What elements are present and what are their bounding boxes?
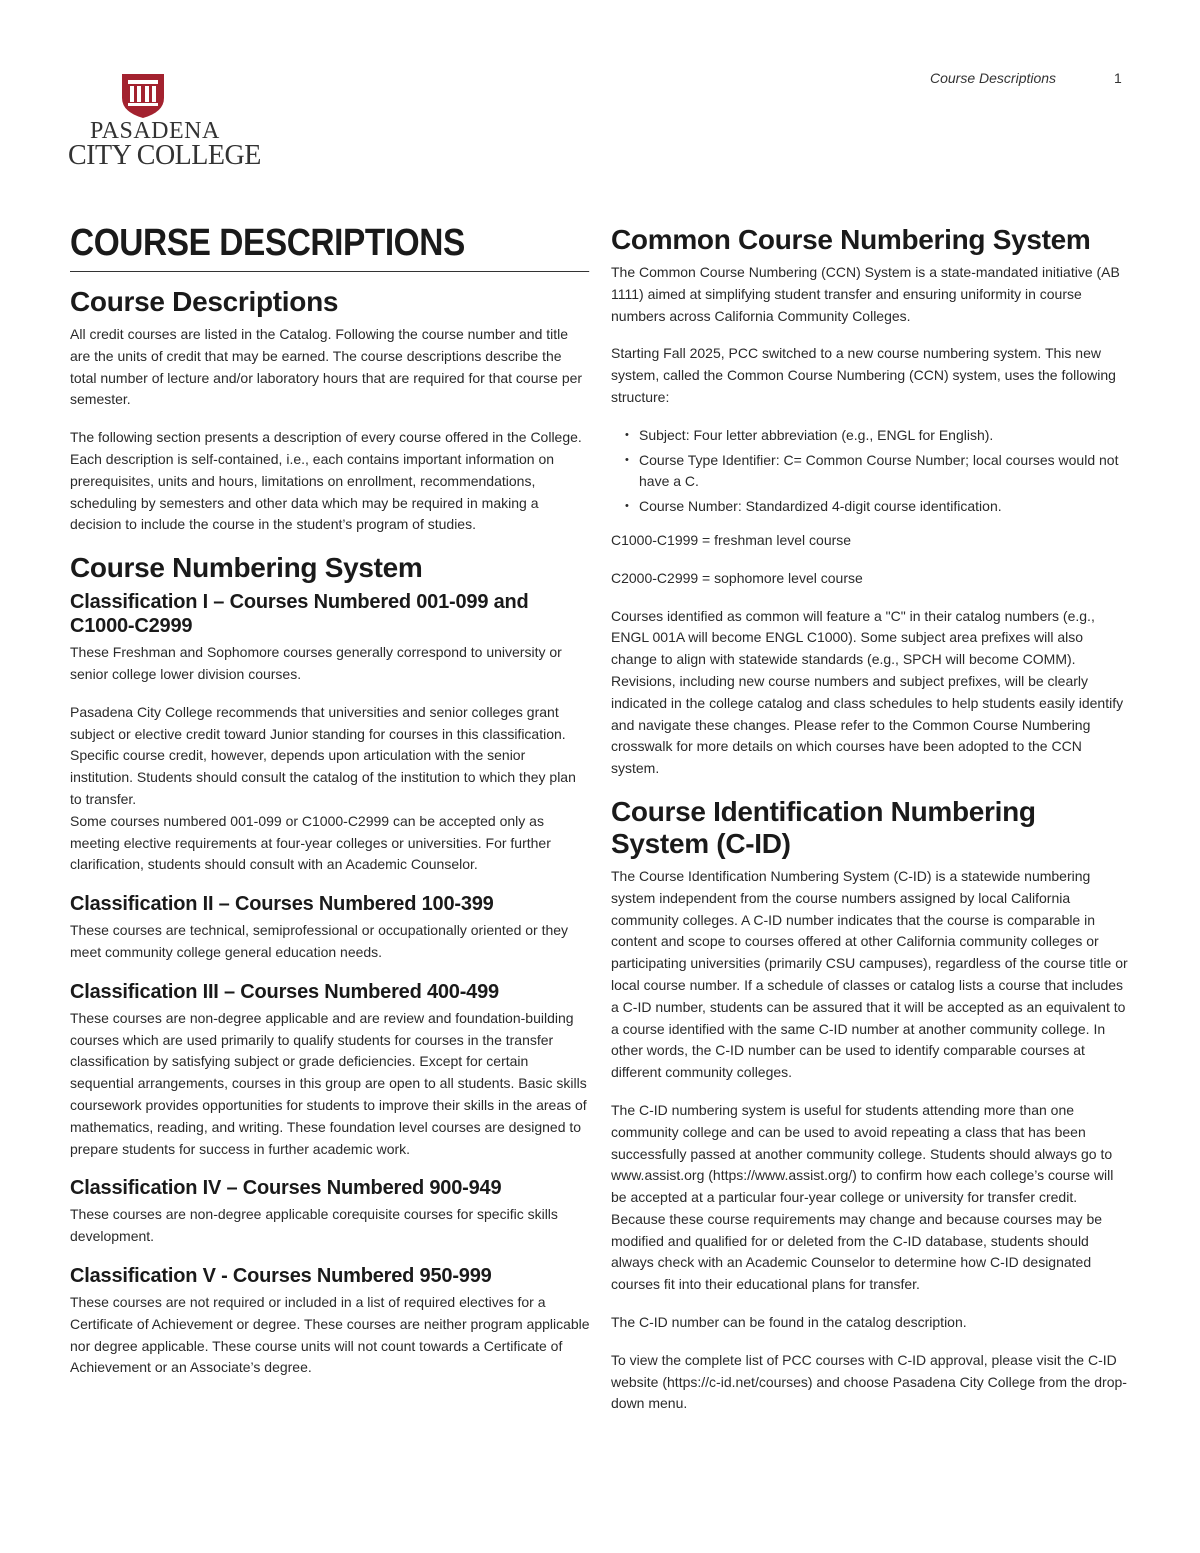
paragraph: C1000-C1999 = freshman level course	[611, 531, 852, 548]
paragraph: Some courses numbered 001-099 or C1000-C2999 can be accepted only as meeting elective requirements at four-year colleges or universities. For further clarification, students should consult with an Academic Counselor.	[70, 812, 551, 873]
heading-classification-2: Classification II – Courses Numbered 100-399	[70, 893, 494, 916]
paragraph: Starting Fall 2025, PCC switched to a new course numbering system. This new system, called the Common Course Numbering (CCN) system, uses the following structure:	[611, 345, 1116, 405]
paragraph: These courses are non-degree applicable corequisite courses for specific skills development.	[70, 1206, 558, 1245]
heading-classification-5: Classification V - Courses Numbered 950-999	[70, 1264, 492, 1287]
paragraph: These courses are technical, semiprofessional or occupationally oriented or they meet community college general education needs.	[70, 922, 569, 960]
paragraph: The C-ID number can be found in the catalog description.	[611, 1314, 967, 1331]
logo-text-line2: CITY COLLEGE	[68, 140, 261, 171]
heading-classification-1: Classification I – Courses Numbered 001-099 and C1000-C2999	[70, 591, 529, 638]
paragraph: The C-ID numbering system is useful for students attending more than one community college and can be used to avoid repeating a class that has been successfully passed at another community college. Students should always go to www.assist.org (https://www.assist.org/) to confirm how each college’s course will be accepted at a particular four-year college or university for transfer credit. Because these course requirements may change and because courses may be modified and qualified for or deleted from the C-ID database, students should always check with an Academic Counselor to determine how C-ID designated courses fit into their educational plans for transfer.	[611, 1101, 1114, 1293]
paragraph: Pasadena City College recommends that universities and senior colleges grant subject or elective credit toward Junior standing for courses in this classification. Specific course credit, however, depends upon articulation with the senior institution. Students should consult the catalog of the institution to which they plan to transfer.	[70, 703, 576, 807]
heading-classification-4: Classification IV – Courses Numbered 900-949	[70, 1177, 502, 1200]
paragraph: To view the complete list of PCC courses with C-ID approval, please visit the C-ID website (https://c-id.net/courses) and choose Pasadena City College from the drop-down menu.	[611, 1351, 1127, 1412]
paragraph: The Common Course Numbering (CCN) System is a state-mandated initiative (AB 1111) aimed at simplifying student transfer and ensuring uniformity in course numbers across California Community Colleges.	[611, 264, 1120, 324]
page-title: COURSE DESCRIPTIONS	[70, 222, 589, 272]
paragraph: C2000-C2999 = sophomore level course	[611, 569, 863, 586]
paragraph: The Course Identification Numbering System (C-ID) is a statewide numbering system independent from the course numbers assigned by local California community colleges. A C-ID number indicates that the course is comparable in content and scope to courses offered at other California community colleges or participating universities (primarily CSU campuses), regardless of the course title or local course number. If a schedule of classes or catalog lists a course that includes a C-ID number, students can be assured that it will be accepted as an equivalent to a course identified with the same C-ID number at another community college. In other words, the C-ID number can be used to identify comparable courses at different community colleges.	[611, 867, 1128, 1081]
list-item: • Course Number: Standardized 4-digit course identification.	[639, 496, 1131, 518]
heading-course-descriptions: Course Descriptions	[70, 286, 339, 317]
list-item: • Course Type Identifier: C= Common Course Number; local courses would not have a C.	[639, 450, 1131, 494]
heading-classification-3: Classification III – Courses Numbered 400-499	[70, 980, 499, 1003]
paragraph: These Freshman and Sophomore courses generally correspond to university or senior college lower division courses.	[70, 644, 562, 682]
heading-course-identification: Course Identification Numbering System (C-ID)	[611, 795, 1036, 859]
paragraph: These courses are non-degree applicable and are review and foundation-building courses which are used primarily to qualify students for courses in the transfer classification by satisfying subject or grade deficiencies. Except for certain sequential arrangements, courses in this group are open to all students. Basic skills coursework provides opportunities for students to improve their skills in the areas of mathematics, reading, and writing. These foundation level courses are designed to prepare students for success in further academic work.	[70, 1009, 587, 1157]
paragraph: Courses identified as common will feature a "C" in their catalog numbers (e.g., ENGL 001A will become ENGL C1000). Some subject area prefixes will also change to align with statewide standards (e.g., SPCH will become COMM). Revisions, including new course numbers and subject prefixes, will be clearly indicated in the college catalog and class schedules to help students easily identify and navigate these changes. Please refer to the Common Course Numbering crosswalk for more details on which courses have been adopted to the CCN system.	[611, 607, 1124, 777]
paragraph: These courses are not required or included in a list of required electives for a Certificate of Achievement or degree. These courses are neither program applicable nor degree applicable. These course units will not count towards a Certificate of Achievement or an Associate’s degree.	[70, 1293, 590, 1376]
college-logo	[68, 68, 261, 171]
left-column	[70, 222, 590, 1395]
heading-common-course-numbering: Common Course Numbering System	[611, 224, 1091, 255]
ccn-structure-list	[611, 425, 1131, 518]
right-column	[611, 222, 1131, 1431]
list-item: • Subject: Four letter abbreviation (e.g., ENGL for English).	[639, 425, 1131, 447]
heading-course-numbering-system: Course Numbering System	[70, 552, 423, 584]
logo-text-line1: PASADENA	[90, 118, 220, 144]
page-number: 1	[1114, 70, 1122, 86]
paragraph: All credit courses are listed in the Catalog. Following the course number and title are the units of credit that may be earned. The course descriptions describe the total number of lecture and/or laboratory hours that are required for that course per semester.	[70, 326, 583, 408]
running-head: Course Descriptions	[930, 70, 1057, 86]
college-seal-icon	[120, 72, 166, 120]
paragraph: The following section presents a description of every course offered in the College. Each description is self-contained, i.e., each contains important information on prerequisites, units and hours, limitations on enrollment, recommendations, scheduling by semesters and other data which may be required in making a decision to include the course in the student’s program of studies.	[70, 429, 582, 533]
